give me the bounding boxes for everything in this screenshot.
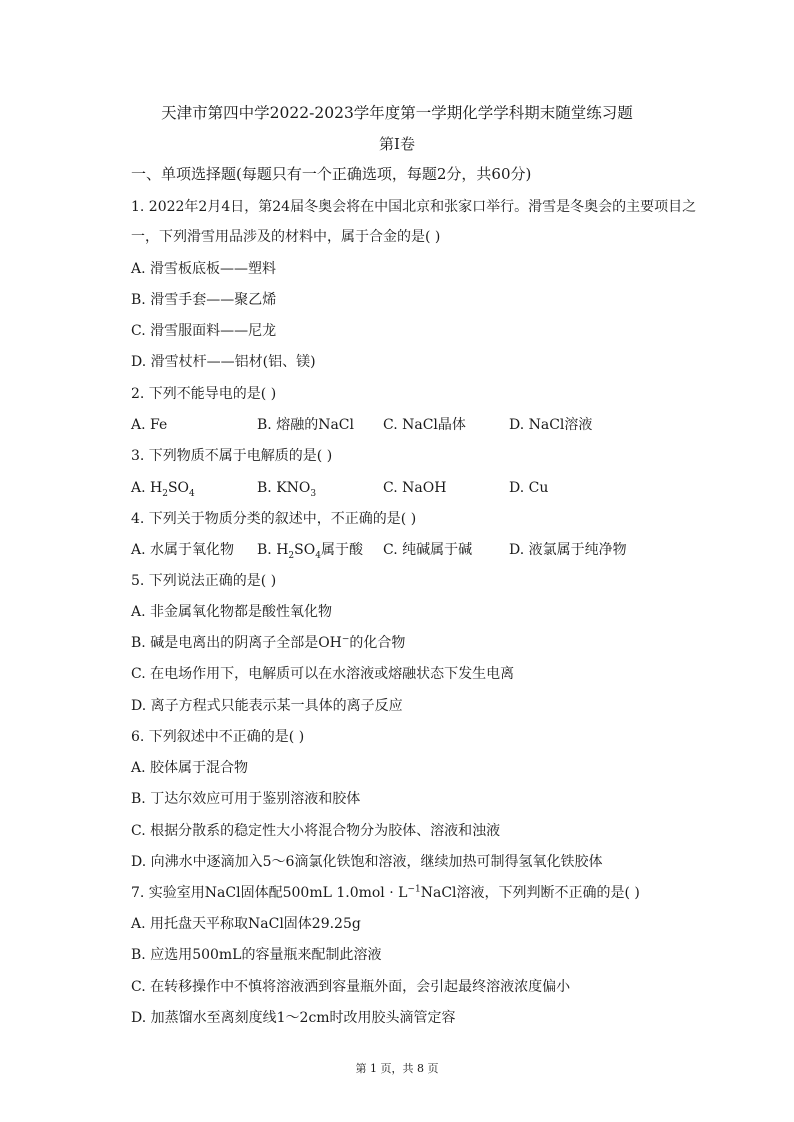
q2-option-d: D. NaCl溶液: [509, 417, 593, 433]
q4-option-c: C. 纯碱属于碱: [383, 542, 473, 558]
q2-option-b: B. 熔融的NaCl: [257, 417, 354, 433]
q6-option-b: B. 丁达尔效应可用于鉴别溶液和胶体: [131, 791, 361, 807]
q5-stem: 5. 下列说法正确的是( ): [131, 573, 277, 589]
q7-option-d: D. 加蒸馏水至离刻度线1～2cm时改用胶头滴管定容: [131, 1010, 456, 1026]
q1-option-a: A. 滑雪板底板——塑料: [131, 261, 277, 277]
q7-option-a: A. 用托盘天平称取NaCl固体29.25g: [131, 916, 361, 932]
q5-option-b: B. 碱是电离出的阴离子全部是OH−的化合物: [131, 634, 406, 651]
q7-option-b: B. 应选用500mL的容量瓶来配制此溶液: [131, 947, 382, 963]
q5-option-a: A. 非金属氧化物都是酸性氧化物: [131, 604, 333, 620]
q3-option-b: B. $KNO_3$: [257, 480, 317, 499]
q3-option-c: C. NaOH: [383, 480, 447, 496]
q7-stem: 7. 实验室用NaCl固体配500mL $1.0mol \cdot L^{-1}NaCl$溶液，下列判断不正确的是( ): [131, 884, 640, 901]
page-title: 天津市第四中学2022-2023学年度第一学期化学学科期末随堂练习题: [161, 104, 633, 122]
q2-option-a: A. Fe: [131, 417, 168, 433]
q1-option-b: B. 滑雪手套——聚乙烯: [131, 292, 277, 308]
page-footer: 第 1 页，共 8 页: [355, 1062, 439, 1075]
q4-option-b: B. $H_2SO_4$属于酸: [257, 542, 363, 561]
q6-option-d: D. 向沸水中逐滴加入5～6滴氯化铁饱和溶液，继续加热可制得氢氧化铁胶体: [131, 854, 603, 870]
q5-option-c: C. 在电场作用下，电解质可以在水溶液或熔融状态下发生电离: [131, 666, 515, 682]
q3-option-d: D. Cu: [509, 480, 549, 496]
q7-option-c: C. 在转移操作中不慎将溶液洒到容量瓶外面，会引起最终溶液浓度偏小: [131, 979, 571, 995]
q4-option-d: D. 液氯属于纯净物: [509, 542, 627, 558]
q3-option-a: A. $H_2SO_4$: [131, 480, 195, 499]
q6-option-c: C. 根据分散系的稳定性大小将混合物分为胶体、溶液和浊液: [131, 823, 501, 839]
q5-option-d: D. 离子方程式只能表示某一具体的离子反应: [131, 698, 403, 714]
volume-label: 第Ⅰ卷: [379, 135, 415, 153]
q1-option-d: D. 滑雪杖杆——铝材(铝、镁): [131, 354, 316, 370]
q4-stem: 4. 下列关于物质分类的叙述中，不正确的是( ): [131, 511, 417, 527]
q2-stem: 2. 下列不能导电的是( ): [131, 386, 277, 402]
q1-option-c: C. 滑雪服面料——尼龙: [131, 323, 277, 339]
q2-option-c: C. NaCl晶体: [383, 417, 466, 433]
q1-stem-line1: 1. 2022年2月4日，第24届冬奥会将在中国北京和张家口举行。滑雪是冬奥会的主要项目之: [131, 199, 697, 215]
q6-stem: 6. 下列叙述中不正确的是( ): [131, 729, 305, 745]
q4-option-a: A. 水属于氧化物: [131, 542, 235, 558]
section-heading: 一、单项选择题(每题只有一个正确选项，每题2分，共60分): [131, 165, 532, 183]
q1-stem-line2: 一，下列滑雪用品涉及的材料中，属于合金的是( ): [131, 229, 441, 245]
q3-stem: 3. 下列物质不属于电解质的是( ): [131, 448, 333, 464]
q6-option-a: A. 胶体属于混合物: [131, 760, 249, 776]
